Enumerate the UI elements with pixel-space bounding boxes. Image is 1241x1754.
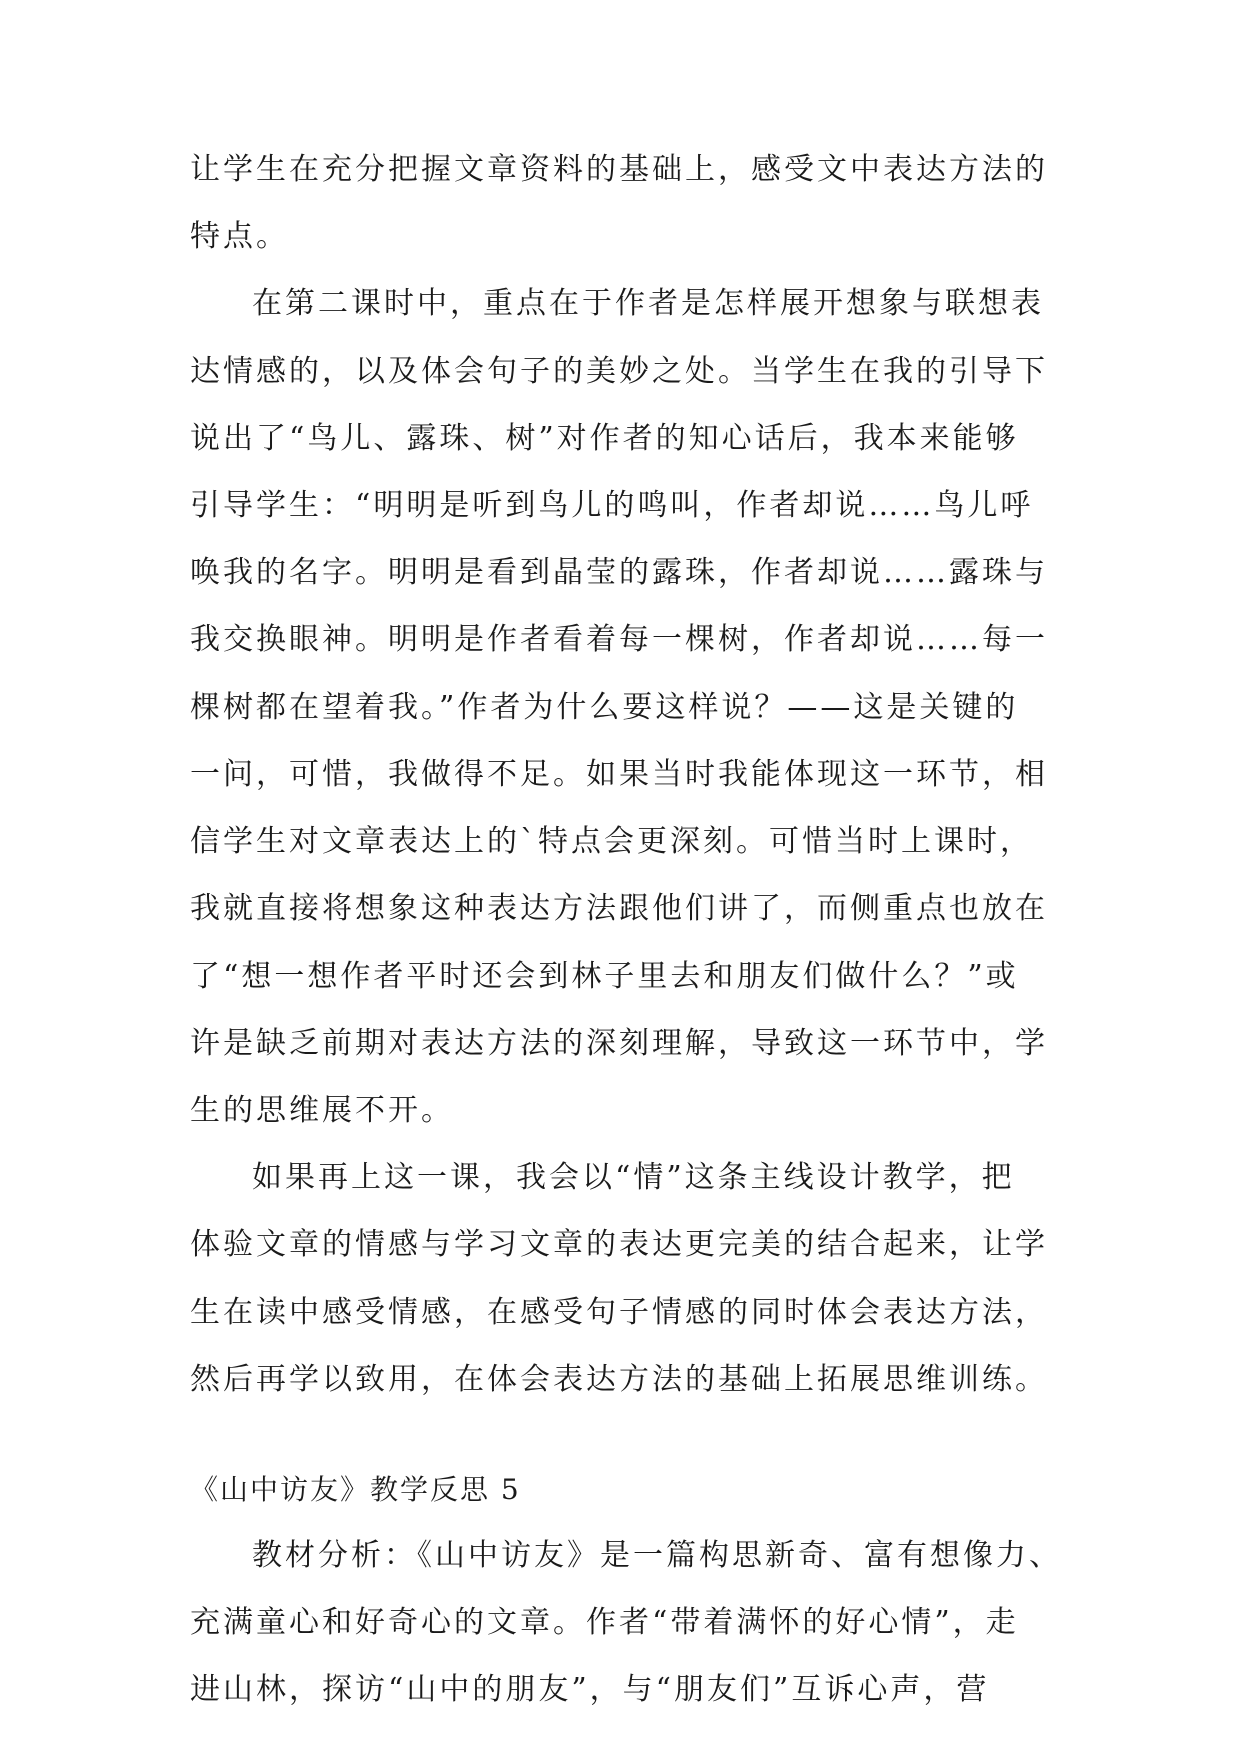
text-line: 然后再学以致用，在体会表达方法的基础上拓展思维训练。 (190, 1362, 1048, 1397)
text-line: 特点。 (190, 219, 289, 254)
text-line: 进山林，探访“山中的朋友”，与“朋友们”互诉心声，营 (190, 1672, 990, 1707)
section-heading: 《山中访友》教学反思 5 (190, 1473, 521, 1506)
text-line: 一问，可惜，我做得不足。如果当时我能体现这一环节，相 (190, 757, 1048, 792)
text-line: 生的思维展不开。 (190, 1093, 454, 1128)
text-line: 许是缺乏前期对表达方法的深刻理解，导致这一环节中，学 (190, 1026, 1048, 1061)
text-line: 唤我的名字。明明是看到晶莹的露珠，作者却说……露珠与 (190, 555, 1048, 590)
text-line: 让学生在充分把握文章资料的基础上，感受文中表达方法的 (190, 152, 1048, 187)
text-line: 生在读中感受情感，在感受句子情感的同时体会表达方法， (190, 1295, 1048, 1330)
text-line: 棵树都在望着我。”作者为什么要这样说？——这是关键的 (190, 690, 1019, 725)
text-line: 说出了“鸟儿、露珠、树”对作者的知心话后，我本来能够 (190, 421, 1019, 456)
text-line: 我交换眼神。明明是作者看着每一棵树，作者却说……每一 (190, 622, 1048, 657)
text-line: 我就直接将想象这种表达方法跟他们讲了，而侧重点也放在 (190, 891, 1048, 926)
text-line: 了“想一想作者平时还会到林子里去和朋友们做什么？”或 (190, 959, 1019, 994)
paragraph-start-line: 教材分析：《山中访友》是一篇构思新奇、富有想像力、 (252, 1538, 1062, 1573)
text-line: 体验文章的情感与学习文章的表达更完美的结合起来，让学 (190, 1227, 1048, 1262)
paragraph-start-line: 如果再上这一课，我会以“情”这条主线设计教学，把 (252, 1160, 1015, 1195)
text-line: 达情感的，以及体会句子的美妙之处。当学生在我的引导下 (190, 354, 1048, 389)
text-line: 充满童心和好奇心的文章。作者“带着满怀的好心情”，走 (190, 1605, 1019, 1640)
text-line: 信学生对文章表达上的`特点会更深刻。可惜当时上课时， (190, 824, 1033, 859)
paragraph-start-line: 在第二课时中，重点在于作者是怎样展开想象与联想表 (252, 286, 1044, 321)
text-line: 引导学生：“明明是听到鸟儿的鸣叫，作者却说……鸟儿呼 (190, 488, 1034, 523)
